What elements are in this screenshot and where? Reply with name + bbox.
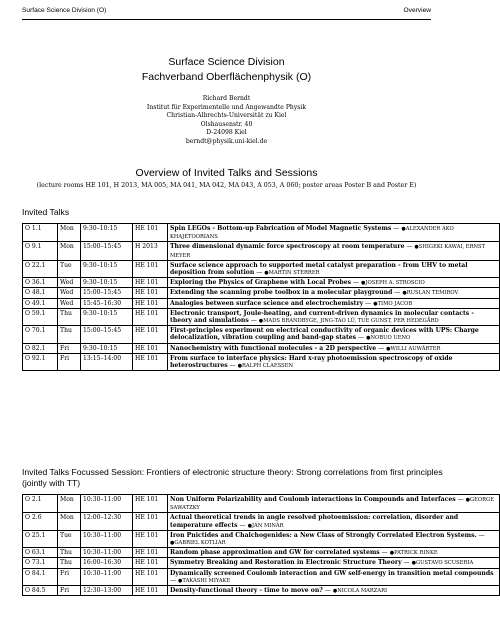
talk-speaker: TIMO JACOB: [377, 300, 413, 307]
speaker-bullet-icon: ●: [332, 588, 338, 595]
talk-separator: —: [254, 269, 265, 277]
talk-room: HE 101: [133, 326, 168, 343]
talk-time: 12:30–13:00: [81, 586, 133, 596]
talk-title: Random phase approximation and GW for correlated systems: [170, 549, 380, 557]
talk-room: HE 101: [133, 586, 168, 596]
talk-title: Symmetry Breaking and Restoration in Electronic Structure Theory: [170, 559, 402, 567]
talk-day: Wed: [58, 278, 81, 288]
talk-speaker: NOBUO UENO: [370, 335, 411, 342]
talk-separator: —: [170, 576, 179, 584]
talk-room: HE 101: [133, 260, 168, 277]
talk-time: 9:30–10:15: [81, 308, 133, 325]
talk-room: HE 101: [133, 548, 168, 558]
talk-room: HE 101: [133, 308, 168, 325]
division-title-de: Fachverband Oberflächenphysik (O): [141, 71, 312, 83]
talk-row: [23, 308, 500, 325]
speaker-bullet-icon: ●: [366, 335, 371, 342]
talk-time: 15:00–15:45: [81, 326, 133, 343]
talk-info: [168, 530, 500, 547]
talk-room: HE 101: [133, 278, 168, 288]
invited-talks-table: [22, 223, 500, 371]
talk-id: O 59.1: [23, 308, 58, 325]
talk-id: O 25.1: [23, 530, 58, 547]
chair-street: Olshausenstr. 40: [200, 120, 253, 128]
talk-speaker: GEORGE SAWATZKY: [170, 497, 495, 512]
talk-day: Thu: [58, 548, 81, 558]
division-title-en: Surface Science Division: [168, 56, 285, 68]
talk-id: O 73.1: [23, 558, 58, 568]
talk-id: O 2.6: [23, 513, 58, 530]
speaker-bullet-icon: ●: [247, 522, 252, 529]
talk-row: [23, 326, 500, 343]
overview-rooms: (lecture rooms HE 101, H 2013, MA 005, MA 041, MA 042, MA 043, A 053, A 060; poster areas Poster B and Poster E): [36, 182, 417, 189]
speaker-bullet-icon: ●: [178, 577, 183, 584]
chair-name: Richard Berndt: [202, 95, 251, 102]
talk-time: 9:30–10:15: [81, 278, 133, 288]
talk-row: [23, 513, 500, 530]
talk-title: Dynamically screened Coulomb interaction and GW self-energy in transition metal compounds: [170, 569, 494, 577]
talk-info: [168, 278, 500, 288]
talk-id: O 1.1: [23, 224, 58, 242]
talk-separator: —: [392, 289, 403, 297]
talk-separator: —: [455, 496, 466, 503]
speaker-bullet-icon: ●: [411, 560, 416, 567]
speaker-bullet-icon: ●: [414, 244, 419, 251]
talk-separator: —: [401, 559, 412, 567]
talk-row: [23, 242, 500, 260]
speaker-bullet-icon: ●: [264, 270, 269, 277]
talk-info: [168, 288, 500, 298]
talk-separator: —: [322, 587, 333, 595]
talk-day: Fri: [58, 353, 81, 370]
talk-time: 10:30–11:00: [81, 530, 133, 547]
speaker-bullet-icon: ●: [465, 497, 470, 503]
talk-info: [168, 298, 500, 308]
talk-room: HE 101: [133, 558, 168, 568]
talk-title: Extending the scanning probe toolbox in a molecular playground: [170, 289, 393, 297]
talk-id: O 49.1: [23, 298, 58, 308]
chair-university: Christian-Albrechts-Universität zu Kiel: [166, 112, 287, 120]
talk-day: Mon: [58, 242, 81, 260]
talk-time: 9:30–10:15: [81, 260, 133, 277]
talk-info: [168, 343, 500, 353]
talk-time: 9:30–10:15: [81, 343, 133, 353]
talk-separator: —: [351, 279, 361, 287]
talk-room: HE 101: [133, 353, 168, 370]
talk-speaker: ALEXANDER AKO KHAJETOORIANS: [170, 226, 454, 241]
talk-time: 10:30–11:00: [81, 568, 133, 585]
talk-info: [168, 513, 500, 530]
talk-separator: —: [391, 225, 402, 232]
talk-room: HE 101: [133, 568, 168, 585]
talk-row: [23, 586, 500, 596]
talk-id: O 82.1: [23, 343, 58, 353]
talk-info: [168, 308, 500, 325]
talk-title: Surface science approach to supported metal catalyst preparation - from UHV to metal deposition from solution: [170, 261, 468, 277]
talk-row: [23, 298, 500, 308]
talk-row: [23, 288, 500, 298]
talk-row: [23, 278, 500, 288]
talk-title: Spin LEGOs - Bottom-up Fabrication of Model Magnetic Systems: [170, 225, 392, 232]
talk-id: O 2.1: [23, 495, 58, 513]
talk-row: [23, 530, 500, 547]
talk-id: O 92.1: [23, 353, 58, 370]
talk-info: [168, 242, 500, 260]
talk-id: O 70.1: [23, 326, 58, 343]
talk-id: O 84.5: [23, 586, 58, 596]
talk-speaker: NICOLA MARZARI: [337, 588, 388, 595]
talk-title: Iron Pnictides and Chalchogenides: a New Class of Strongly Correlated Electron Systems.: [170, 531, 477, 539]
talk-separator: —: [379, 549, 390, 557]
talk-info: [168, 260, 500, 277]
talk-separator: —: [248, 317, 259, 325]
talk-title: Exploring the Physics of Graphene with Local Probes: [170, 279, 352, 287]
talk-time: 15:45–16:30: [81, 298, 133, 308]
talk-id: O 84.1: [23, 568, 58, 585]
talk-room: HE 101: [133, 343, 168, 353]
talk-id: O 22.1: [23, 260, 58, 277]
talk-day: Thu: [58, 326, 81, 343]
talk-room: HE 101: [133, 224, 168, 242]
talk-row: [23, 548, 500, 558]
talk-row: [23, 353, 500, 370]
talk-day: Tue: [58, 260, 81, 277]
speaker-bullet-icon: ●: [361, 280, 366, 287]
talk-day: Mon: [58, 495, 81, 513]
talk-time: 16:00–16:30: [81, 558, 133, 568]
talk-speaker: MARTIN STERRER: [268, 270, 320, 277]
chair-email[interactable]: berndt@physik.uni-kiel.de: [185, 137, 268, 145]
talk-day: Thu: [58, 558, 81, 568]
talk-speaker: GABRIEL KOTLIAR: [174, 540, 226, 547]
talk-info: [168, 548, 500, 558]
talk-row: [23, 343, 500, 353]
talk-separator: —: [227, 362, 238, 370]
talk-info: [168, 568, 500, 585]
talk-speaker: TAKASHI MIYAKE: [182, 577, 231, 584]
overview-title: Overview of Invited Talks and Sessions: [135, 167, 318, 179]
talk-day: Wed: [58, 288, 81, 298]
talk-separator: —: [376, 344, 387, 352]
talk-room: HE 101: [133, 530, 168, 547]
talk-time: 15:00–15:45: [81, 242, 133, 260]
talk-speaker: JÁN MINÁR: [251, 522, 284, 529]
talk-speaker: SHIGEKI KAWAI, ERNST MEYER: [170, 244, 486, 259]
talk-day: Wed: [58, 298, 81, 308]
talk-day: Fri: [58, 343, 81, 353]
talk-id: O 63.1: [23, 548, 58, 558]
talk-room: HE 101: [133, 495, 168, 513]
talk-day: Fri: [58, 568, 81, 585]
talk-separator: —: [356, 334, 367, 342]
speaker-bullet-icon: ●: [401, 226, 406, 232]
talk-row: [23, 260, 500, 277]
talk-id: O 48.1: [23, 288, 58, 298]
talk-info: [168, 326, 500, 343]
talk-title: Actual theoretical trends in angle resolved photoemission: correlation, disorder and temperature effects: [170, 514, 459, 529]
talk-title: Density-functional theory - time to move on?: [170, 587, 323, 595]
talk-row: [23, 224, 500, 242]
talk-time: 9:30–10:15: [81, 224, 133, 242]
talk-info: [168, 353, 500, 370]
speaker-bullet-icon: ●: [386, 345, 391, 352]
talk-id: O 36.1: [23, 278, 58, 288]
talk-speaker: RALPH CLAESSEN: [241, 363, 294, 370]
talk-time: 13:15–14:00: [81, 353, 133, 370]
chair-institute: Institut für Experimentelle und Angewandte Physik: [146, 103, 307, 111]
talk-title: Analogies between surface science and electrochemistry: [170, 299, 364, 307]
talk-info: [168, 586, 500, 596]
talk-info: [168, 224, 500, 242]
focussed-talks-table: [22, 494, 500, 596]
speaker-bullet-icon: ●: [258, 318, 264, 325]
speaker-bullet-icon: ●: [402, 290, 407, 297]
talk-day: Fri: [58, 586, 81, 596]
talk-title: First-principles experiment on electrical conductivity of organic devices with UPS: Charge delocalization, vibration coupling and band-gap states: [170, 327, 479, 342]
talk-speaker: WILLI AUWÄRTER: [390, 345, 441, 352]
talk-separator: —: [237, 521, 248, 529]
talk-room: HE 101: [133, 298, 168, 308]
talk-time: 12:00–12:30: [81, 513, 133, 530]
chair-city: D-24098 Kiel: [206, 129, 247, 137]
talk-room: HE 101: [133, 288, 168, 298]
talk-info: [168, 558, 500, 568]
talk-time: 10:30–11:00: [81, 495, 133, 513]
speaker-bullet-icon: ●: [389, 550, 395, 557]
talk-day: Mon: [58, 513, 81, 530]
talk-separator: —: [404, 243, 415, 251]
talk-separator: —: [476, 531, 485, 539]
invited-heading: Invited Talks: [22, 207, 70, 217]
talk-row: [23, 568, 500, 585]
talk-id: O 9.1: [23, 242, 58, 260]
talk-room: H 2013: [133, 242, 168, 260]
talk-speaker: RUSLAN TEMIROV: [406, 290, 459, 297]
running-header-right: Overview: [403, 7, 431, 14]
talk-row: [23, 495, 500, 513]
talk-day: Thu: [58, 308, 81, 325]
focussed-heading: Invited Talks Focussed Session: Frontiers of electronic structure theory: Strong correlations from first principles (jointly with TT): [22, 467, 443, 488]
speaker-bullet-icon: ●: [170, 540, 175, 547]
speaker-bullet-icon: ●: [237, 363, 242, 370]
talk-room: HE 101: [133, 513, 168, 530]
talk-speaker: GUSTAVO SCUSERIA: [415, 560, 474, 567]
talk-speaker: MADS BRANDBYGE, JING-TAO LÜ, TUE GUNST, PER HEDEGÅRD: [263, 318, 439, 325]
talk-title: Non Uniform Polarizability and Coulomb interactions in Compounds and Interfaces: [170, 496, 456, 503]
talk-time: 10:30–11:00: [81, 548, 133, 558]
talk-speaker: PATRICK RINKE: [394, 550, 438, 557]
talk-title: Electronic transport, Joule-heating, and current-driven dynamics in molecular contacts - theory and simulations: [170, 309, 474, 325]
talk-day: Mon: [58, 224, 81, 242]
talk-title: Three dimensional dynamic force spectroscopy at room temperature: [170, 243, 405, 251]
talk-info: [168, 495, 500, 513]
talk-row: [23, 558, 500, 568]
speaker-bullet-icon: ●: [373, 300, 378, 307]
talk-day: Tue: [58, 530, 81, 547]
talk-separator: —: [363, 299, 374, 307]
talk-title: From surface to interface physics: Hard x-ray photoemission spectroscopy of oxide heterostructures: [170, 354, 453, 370]
talk-time: 15:00–15:45: [81, 288, 133, 298]
running-header-left: Surface Science Division (O): [22, 7, 107, 14]
talk-title: Nanochemistry with functional molecules - a 2D perspective: [170, 344, 377, 352]
talk-speaker: JOSEPH A. STROSCIO: [365, 280, 425, 287]
